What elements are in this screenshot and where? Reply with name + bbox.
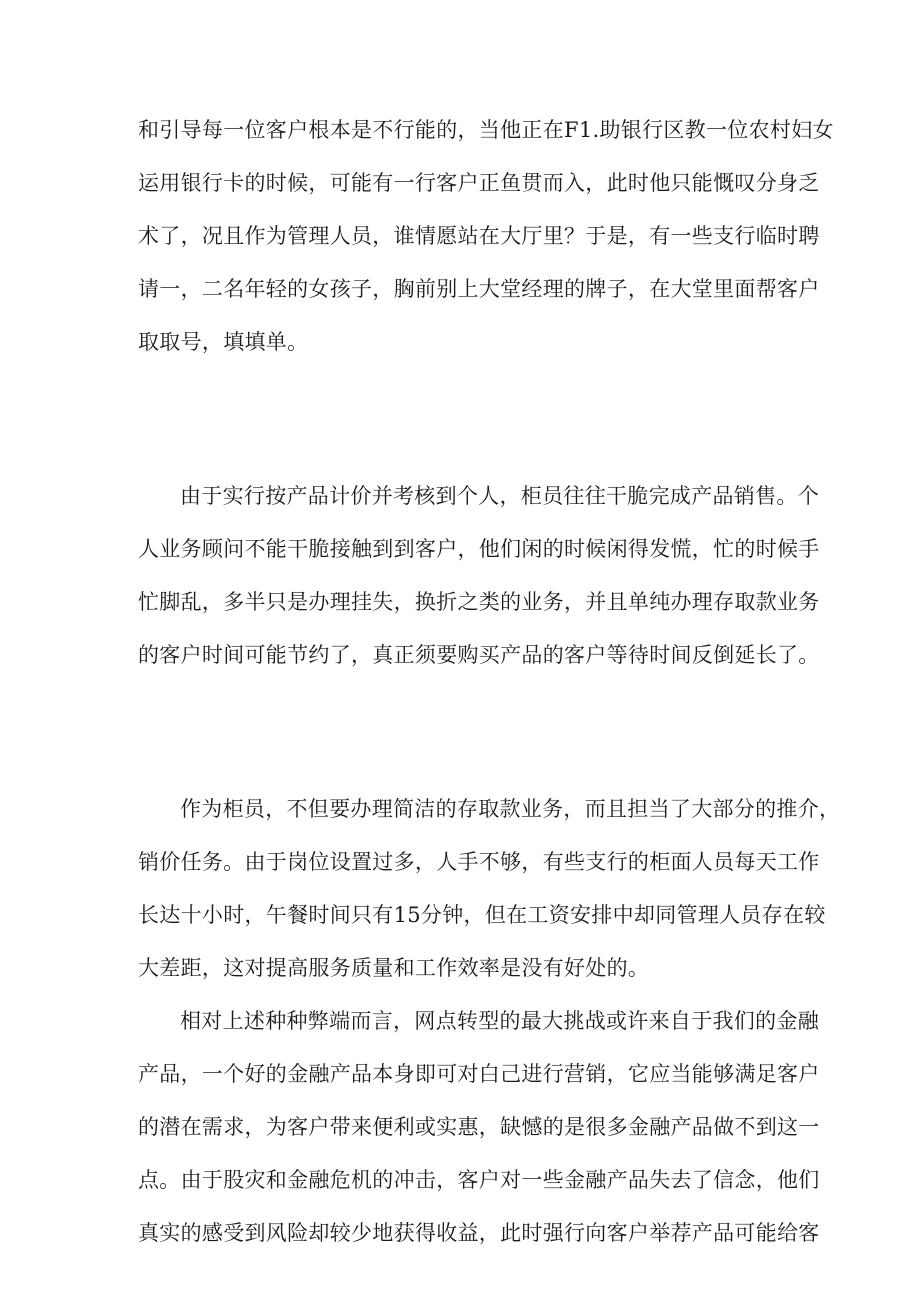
text-line: 运用银行卡的时候，可能有一行客户正鱼贯而入，此时他只能慨叹分身乏	[138, 171, 820, 195]
text-line: 长达十小时，午餐时间只有15分钟，但在工资安排中却同管理人员存在较	[138, 903, 826, 927]
text-line: 请一，二名年轻的女孩子，胸前别上大堂经理的牌子，在大堂里面帮客户	[138, 277, 820, 301]
text-line: 真实的感受到风险却较少地获得收益，此时强行向客户举荐产品可能给客	[138, 1221, 820, 1245]
text-line: 作为柜员，不但要办理简洁的存取款业务，而且担当了大部分的推介，	[180, 797, 841, 821]
text-line: 销价任务。由于岗位设置过多，人手不够，有些支行的柜面人员每天工作	[138, 850, 820, 874]
text-line: 和引导每一位客户根本是不行能的，当他正在F1.助银行区教一位农村妇女	[138, 118, 834, 142]
text-line: 产品，一个好的金融产品本身即可对白己进行营销，它应当能够满足客户	[138, 1062, 820, 1086]
text-line: 相对上述种种弊端而言，网点转型的最大挑战或许来自于我们的金融	[180, 1009, 819, 1033]
text-line: 的潜在需求，为客户带来便利或实惠，缺憾的是很多金融产品做不到这一	[138, 1115, 820, 1139]
text-line: 的客户时间可能节约了，真正须要购买产品的客户等待时间反倒延长了。	[138, 643, 820, 667]
text-line: 术了，况且作为管理人员，谁情愿站在大厅里？于是，有一些支行临时聘	[138, 224, 820, 248]
text-line: 忙脚乱，多半只是办理挂失，换折之类的业务，并且单纯办理存取款业务	[138, 590, 820, 614]
text-line: 取取号，填填单。	[138, 330, 309, 354]
text-line: 人业务顾问不能干脆接触到到客户，他们闲的时候闲得发慌，忙的时候手	[138, 537, 820, 561]
text-line: 大差距，这对提高服务质量和工作效率是没有好处的。	[138, 956, 650, 980]
text-line: 由于实行按产品计价并考核到个人，柜员往往干脆完成产品销售。个	[180, 484, 819, 508]
text-line: 点。由于股灾和金融危机的冲击，客户对一些金融产品失去了信念，他们	[138, 1168, 820, 1192]
